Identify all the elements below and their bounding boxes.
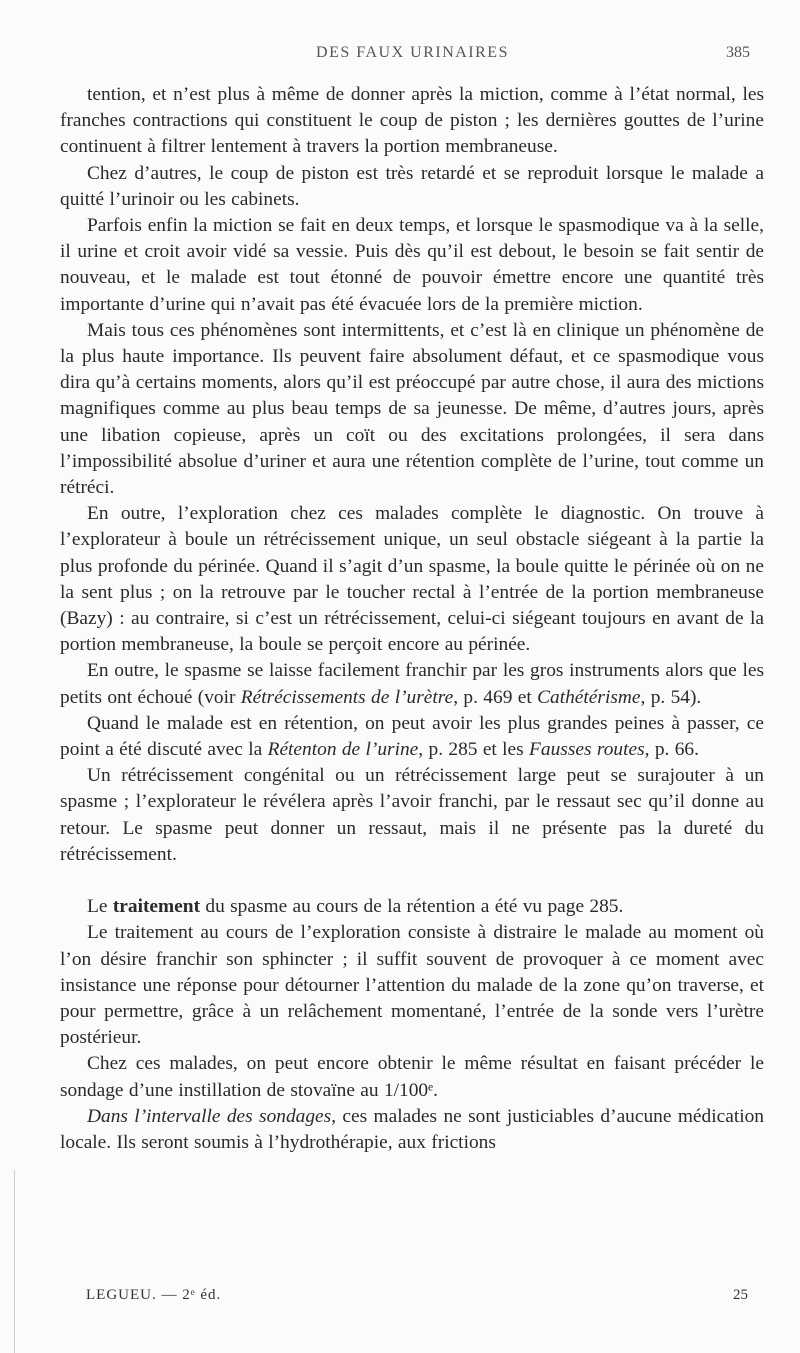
text-run: Le xyxy=(87,896,113,918)
text-run: , p. 469 et xyxy=(453,686,538,708)
paragraph: Parfois enfin la miction se fait en deux temps, et lorsque le spasmodique va à la selle, il urine et croit avoir vidé sa vessie. Puis dès qu’il est debout, le besoin se fait sentir de nouveau, et le malade est tout étonné de pouvoir émettre encore une quantité très importante d’urine qui n’avait pas été évacuée lors de la première miction. xyxy=(60,215,764,315)
page-header xyxy=(75,44,750,68)
signature-number: 25 xyxy=(733,1287,748,1303)
paragraph xyxy=(60,658,764,710)
text-run: , p. 285 et les xyxy=(418,739,530,761)
text-run: , p. 66. xyxy=(644,739,699,761)
section-keyword: traitement xyxy=(112,896,201,918)
text-run: , p. 54). xyxy=(640,686,702,708)
text-run: du spasme au cours de la rétention a été vu page 285. xyxy=(200,896,624,918)
cross-reference: Rétrécissements de l’urètre xyxy=(240,686,454,708)
paragraph: Mais tous ces phénomènes sont intermittents, et c’est là en clinique un phénomène de la plus haute importance. Ils peuvent faire absolument défaut, et ce spasmodique vous dira qu’à certains moments, alors qu’il est préoccupé par autre chose, il aura des mictions magnifiques comme au plus beau temps de sa jeunesse. De même, d’autres jours, après une libation copieuse, après un coït ou des excitations prolongées, il sera dans l’impossibilité absolue d’uriner et aura une rétention complète de l’urine, tout comme un rétréci. xyxy=(60,319,764,499)
cross-reference: Cathétérisme xyxy=(537,686,641,708)
paragraph: tention, et n’est plus à même de donner après la miction, comme à l’état normal, les franches contractions qui constituent le coup de piston ; les dernières gouttes de l’urine continuent à filtrer lentement à travers la portion membraneuse. xyxy=(60,84,764,158)
paragraph: Le traitement au cours de l’exploration consiste à distraire le malade au moment où l’on désire franchir son sphincter ; il suffit souvent de provoquer à ce moment avec insistance une réponse pour détourner l’attention du malade de la zone qu’on traverse, et pour permettre, grâce à un relâchement momentané, l’entrée de la sonde vers l’urètre postérieur. xyxy=(60,922,764,1049)
page-footer xyxy=(86,1287,748,1309)
body-text xyxy=(60,82,764,1156)
text-run: Quand le malade est en rétention, on peut avoir les plus grandes peines à passer, ce point a été discuté avec la xyxy=(60,712,764,761)
cross-reference: Rétenton de l’urine xyxy=(267,739,419,761)
signature-mark: LEGUEU. — 2ᵉ éd. xyxy=(86,1287,222,1303)
page-number: 385 xyxy=(726,44,750,61)
paragraph: En outre, l’exploration chez ces malades complète le diagnostic. On trouve à l’explorateur à boule un rétrécissement unique, un seul obstacle siégeant à la partie la plus profonde du périnée. Quand il s’agit d’un spasme, la boule quitte le périnée où on ne la sent plus ; on la retrouve par le toucher rectal à l’entrée de la portion membraneuse (Bazy) : au contraire, si c’est un rétrécissement, celui-ci siégeant toujours en avant de la portion membraneuse, la boule se perçoit encore au périnée. xyxy=(60,503,764,656)
running-title: DES FAUX URINAIRES xyxy=(316,44,509,61)
paragraph xyxy=(60,894,764,920)
binding-edge xyxy=(0,1170,15,1353)
paragraph xyxy=(60,711,764,763)
paragraph: Un rétrécissement congénital ou un rétrécissement large peut se surajouter à un spasme ; l’explorateur le révélera après l’avoir franchi, par le ressaut sec qu’il donne au retour. Le spasme peut donner un ressaut, mais il ne présente pas la dureté du rétrécissement. xyxy=(60,765,764,865)
text-run: En outre, le spasme se laisse facilement franchir par les gros instruments alors que les petits ont échoué (voir xyxy=(60,660,764,708)
cross-reference: Fausses routes xyxy=(529,739,645,761)
paragraph: Chez ces malades, on peut encore obtenir le même résultat en faisant précéder le sondage d’une instillation de stovaïne au 1/100ᵉ. xyxy=(60,1053,764,1101)
emphasis-phrase: Dans l’intervalle des sondages xyxy=(87,1105,332,1127)
text-run: , ces malades ne sont justiciables d’aucune médication locale. Ils seront soumis à l’hydrothérapie, aux frictions xyxy=(60,1105,764,1153)
paragraph xyxy=(60,1104,764,1156)
paragraph: Chez d’autres, le coup de piston est très retardé et se reproduit lorsque le malade a quitté l’urinoir ou les cabinets. xyxy=(60,162,764,210)
